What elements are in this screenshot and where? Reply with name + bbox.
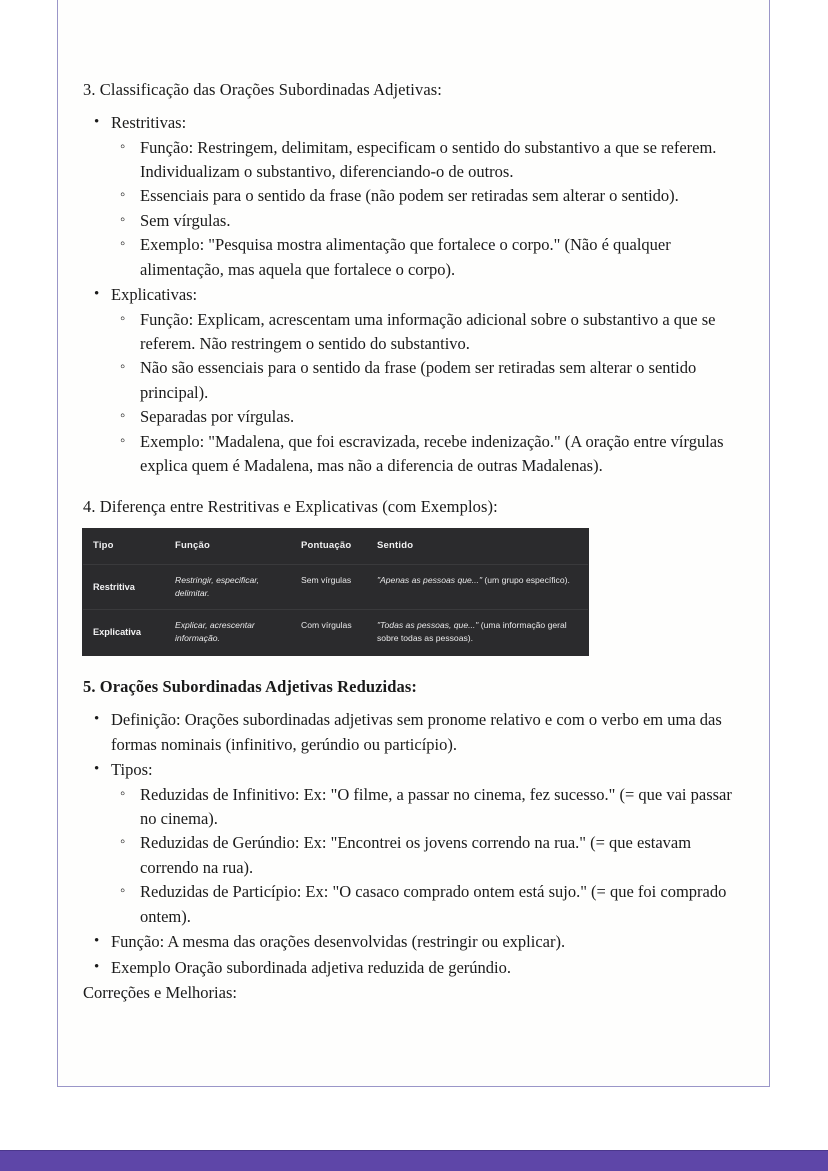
list-item: ◦ Essenciais para o sentido da frase (não podem ser retiradas sem alterar o sentido). <box>111 184 746 208</box>
list-item <box>83 111 746 282</box>
section-5-tipos-sublist <box>111 783 746 929</box>
cell-sentido <box>367 564 588 610</box>
list-item: ◦ Função: Explicam, acrescentam uma informação adicional sobre o substantivo a que se referem. Não restringem o sentido do substantivo. <box>111 308 746 357</box>
section-3-heading: 3. Classificação das Orações Subordinadas Adjetivas: <box>83 80 442 99</box>
list-item: ◦ Reduzidas de Particípio: Ex: "O casaco comprado ontem está sujo." (= que foi comprado ontem). <box>111 880 746 929</box>
cell-sentido-rest: (uma informação geral sobre todas as pessoas). <box>377 620 567 644</box>
list-item: ◦ Reduzidas de Gerúndio: Ex: "Encontrei os jovens correndo na rua." (= que estavam correndo na rua). <box>111 831 746 880</box>
section-3-explicativas-sublist <box>111 308 746 479</box>
cell-funcao <box>165 564 291 610</box>
list-item-label: • Explicativas: <box>111 283 746 307</box>
list-item: ◦ Separadas por vírgulas. <box>111 405 746 429</box>
list-item: ◦ Reduzidas de Infinitivo: Ex: "O filme, a passar no cinema, fez sucesso." (= que vai passar no cinema). <box>111 783 746 832</box>
list-item-label: • Restritivas: <box>111 111 746 135</box>
list-item <box>83 283 746 478</box>
column-header-pontuacao: Pontuação <box>301 539 352 551</box>
cell-tipo: Restritiva <box>83 564 165 610</box>
cell-sentido-rest: (um grupo específico). <box>482 574 570 585</box>
table-header-row <box>83 529 588 565</box>
document-page <box>57 0 770 1087</box>
list-item-label: • Exemplo Oração subordinada adjetiva reduzida de gerúndio. <box>111 956 746 980</box>
list-item: ◦ Função: Restringem, delimitam, especificam o sentido do substantivo a que se referem. Individualizam o substantivo, diferenciando-o de outros. <box>111 136 746 185</box>
list-item <box>83 708 746 757</box>
cell-sentido <box>367 610 588 655</box>
list-item <box>83 956 746 980</box>
section-4-heading: 4. Diferença entre Restritivas e Explicativas (com Exemplos): <box>83 497 498 517</box>
cell-pontuacao: Sem vírgulas <box>291 564 367 610</box>
list-item <box>83 758 746 929</box>
section-5-list <box>83 708 746 979</box>
list-item: ◦ Sem vírgulas. <box>111 209 746 233</box>
list-item-label: • Tipos: <box>111 758 746 782</box>
comparison-table <box>83 529 588 656</box>
table-header <box>83 529 588 565</box>
cell-sentido-quote: "Todas as pessoas, que..." <box>377 620 479 631</box>
table-row <box>83 564 588 610</box>
list-item: ◦ Exemplo: "Pesquisa mostra alimentação que fortalece o corpo." (Não é qualquer alimentação, mas aquela que fortalece o corpo). <box>111 233 746 282</box>
table-body <box>83 564 588 655</box>
closing-line: Correções e Melhorias: <box>83 982 237 1002</box>
spacer <box>83 479 746 496</box>
cell-funcao <box>165 610 291 655</box>
column-header-sentido: Sentido <box>377 539 414 551</box>
cell-sentido-quote: "Apenas as pessoas que..." <box>377 574 482 585</box>
section-3-list <box>83 111 746 478</box>
section-5-heading: 5. Orações Subordinadas Adjetivas Reduzidas: <box>83 677 417 697</box>
column-header-tipo: Tipo <box>93 539 114 551</box>
bottom-accent-band <box>0 1151 828 1171</box>
list-item: ◦ Exemplo: "Madalena, que foi escravizada, recebe indenização." (A oração entre vírgulas explica quem é Madalena, mas não a diferencia de outras Madalenas). <box>111 430 746 479</box>
list-item: ◦ Não são essenciais para o sentido da frase (podem ser retiradas sem alterar o sentido principal). <box>111 356 746 405</box>
cell-funcao-text: Explicar, acrescentar informação. <box>175 620 255 644</box>
document-content <box>83 79 746 1005</box>
list-item <box>83 930 746 954</box>
cell-pontuacao: Com vírgulas <box>291 610 367 655</box>
spacer <box>83 655 746 676</box>
table-row <box>83 610 588 655</box>
cell-tipo: Explicativa <box>83 610 165 655</box>
list-item-label: • Definição: Orações subordinadas adjetivas sem pronome relativo e com o verbo em uma das formas nominais (infinitivo, gerúndio ou particípio). <box>111 708 746 757</box>
cell-funcao-text: Restringir, especificar, delimitar. <box>175 574 260 598</box>
column-header-funcao: Função <box>175 539 210 551</box>
section-3-restritivas-sublist <box>111 136 746 282</box>
list-item-label: • Função: A mesma das orações desenvolvidas (restringir ou explicar). <box>111 930 746 954</box>
